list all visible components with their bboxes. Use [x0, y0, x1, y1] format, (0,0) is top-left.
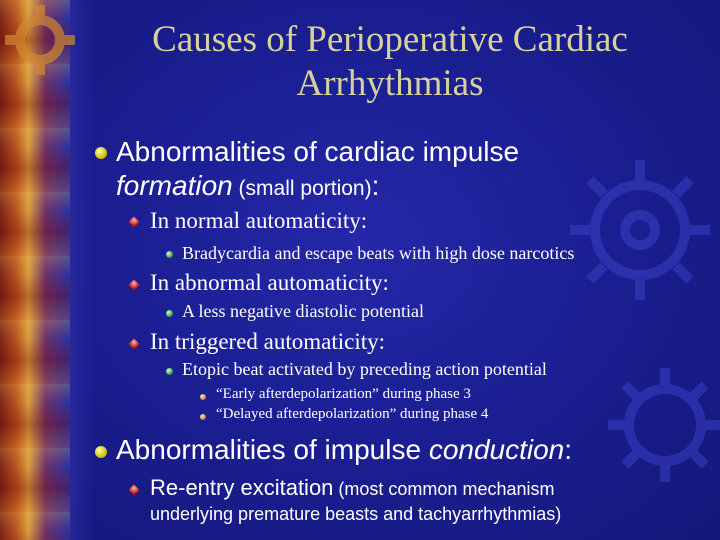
reentry-paren: (most common mechanism [333, 479, 555, 499]
bullet-icon [166, 310, 173, 317]
bullet-icon [95, 446, 107, 458]
section-heading-conduction [116, 434, 572, 466]
gear-icon [0, 0, 80, 80]
gear-icon [560, 150, 720, 310]
slide-title [95, 18, 685, 106]
list-item-triggered-automaticity: In triggered automaticity: [150, 329, 386, 354]
sub-item-diastolic-potential: A less negative diastolic potential [182, 301, 424, 321]
list-item-reentry-line1 [150, 475, 554, 501]
bullet-icon [95, 147, 107, 159]
paren-small-portion: (small portion) [232, 177, 372, 200]
sub-sub-item-early-afterdepolarization: “Early afterdepolarization” during phase 3 [216, 386, 471, 402]
section-heading-text: Abnormalities of cardiac impulse [116, 136, 520, 167]
list-item-reentry-line2: underlying premature beasts and tachyarrhythmias) [150, 504, 562, 524]
emphasis-formation: formation [116, 170, 233, 201]
section-heading-formation-line1 [116, 136, 519, 168]
reentry-main: Re-entry excitation [150, 475, 334, 500]
decorative-left-texture [0, 0, 70, 540]
emphasis-conduction: conduction [428, 434, 565, 465]
gear-icon [600, 360, 720, 490]
sub-item-bradycardia: Bradycardia and escape beats with high dose narcotics [182, 243, 575, 263]
sub-sub-item-delayed-afterdepolarization: “Delayed afterdepolarization” during phase 4 [216, 406, 489, 422]
sub-item-etopic-beat: Etopic beat activated by preceding action potential [182, 359, 547, 379]
list-item-normal-automaticity: In normal automaticity: [150, 208, 368, 233]
section-heading-formation-line2 [116, 170, 379, 202]
bullet-icon [200, 414, 206, 420]
title-line-2: Arrhythmias [296, 63, 484, 104]
bullet-icon [200, 394, 206, 400]
section-heading-text: Abnormalities of impulse [116, 434, 429, 465]
bullet-icon [166, 251, 173, 258]
colon: : [564, 434, 573, 465]
title-line-1: Causes of Perioperative Cardiac [152, 19, 628, 60]
bullet-icon [166, 368, 173, 375]
list-item-abnormal-automaticity: In abnormal automaticity: [150, 270, 389, 295]
colon: : [371, 170, 380, 201]
